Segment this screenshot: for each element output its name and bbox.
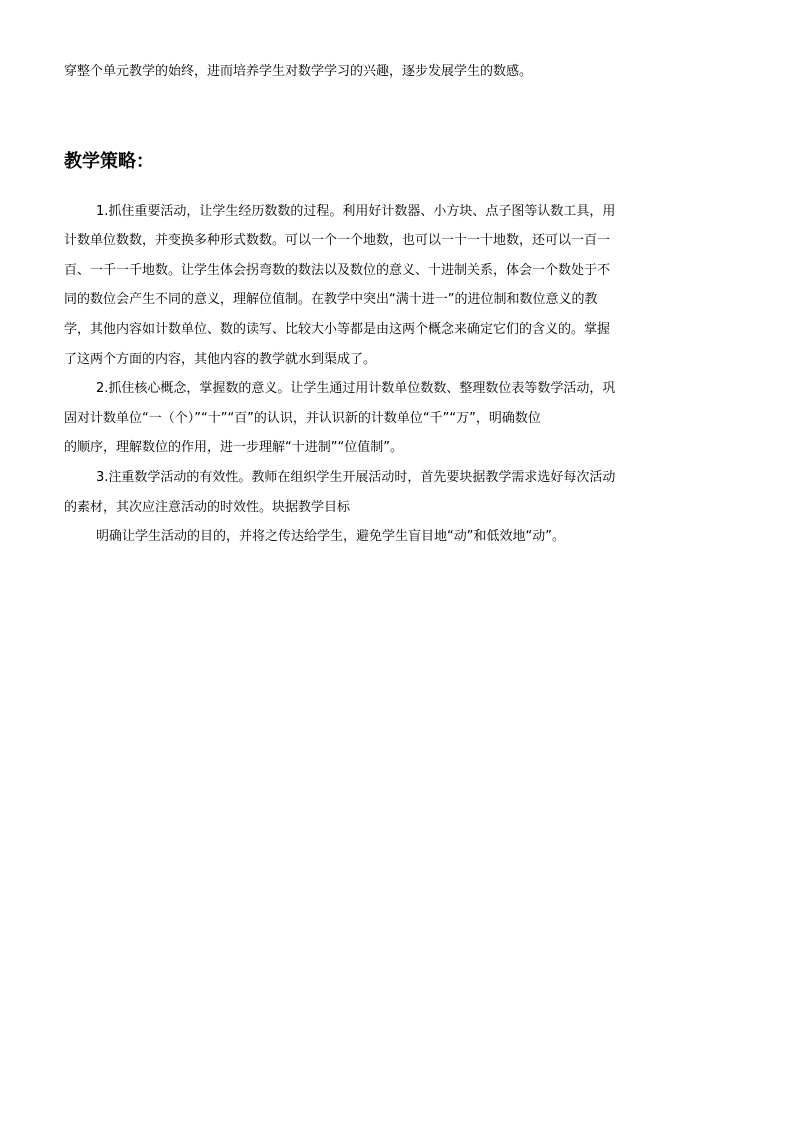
paragraph-line: 明确让学生活动的目的，并将之传达给学生，避免学生盲目地“动”和低效地“动”。 [96,529,565,545]
paragraph-line: 2.抓住核心概念，掌握数的意义。让学生通过用计数单位数数、整理数位表等数学活动，巩 [96,381,616,397]
paragraph-line: 百、一千一千地数。让学生体会拐弯数的数法以及数位的意义、十进制关系，体会一个数处于不 [64,262,611,278]
paragraph-2 [64,374,730,463]
document-body [64,57,730,552]
paragraph-line: 学，其他内容如计数单位、数的读写、比较大小等都是由这两个概念来确定它们的含义的。掌握 [64,321,611,337]
paragraph-1 [64,197,730,375]
paragraph-line: 的素材，其次应注意活动的时效性。块据教学目标 [64,499,351,515]
paragraph-line: 同的数位会产生不同的意义，理解位值制。在教学中突出“满十进一”的进位制和数位意义的教 [64,292,598,308]
paragraph-line: 计数单位数数，并变换多种形式数数。可以一个一个地数，也可以一十一十地数，还可以一百一 [64,233,611,249]
intro-line: 穿整个单元教学的始终，进而培养学生对数学学习的兴趣，逐步发展学生的数感。 [64,64,533,79]
paragraph-line: 了这两个方面的内容，其他内容的教学就水到渠成了。 [64,351,377,367]
paragraph-line: 3.注重数学活动的有效性。教师在组织学生开展活动时，首先要块据教学需求选好每次活动 [96,469,616,485]
paragraph-4 [64,522,730,552]
paragraph-3 [64,463,730,522]
paragraph-line: 的顺序，理解数位的作用，进一步理解“十进制”“位值制”。 [64,440,403,456]
section-heading: 教学策略： [64,150,154,172]
paragraph-line: 固对计数单位“一（个）”“十”“百”的认识，并认识新的计数单位“千”“万”，明确数位 [64,410,541,426]
paragraph-line: 1.抓住重要活动，让学生经历数数的过程。利用好计数器、小方块、点子图等认数工具，用 [96,203,616,219]
